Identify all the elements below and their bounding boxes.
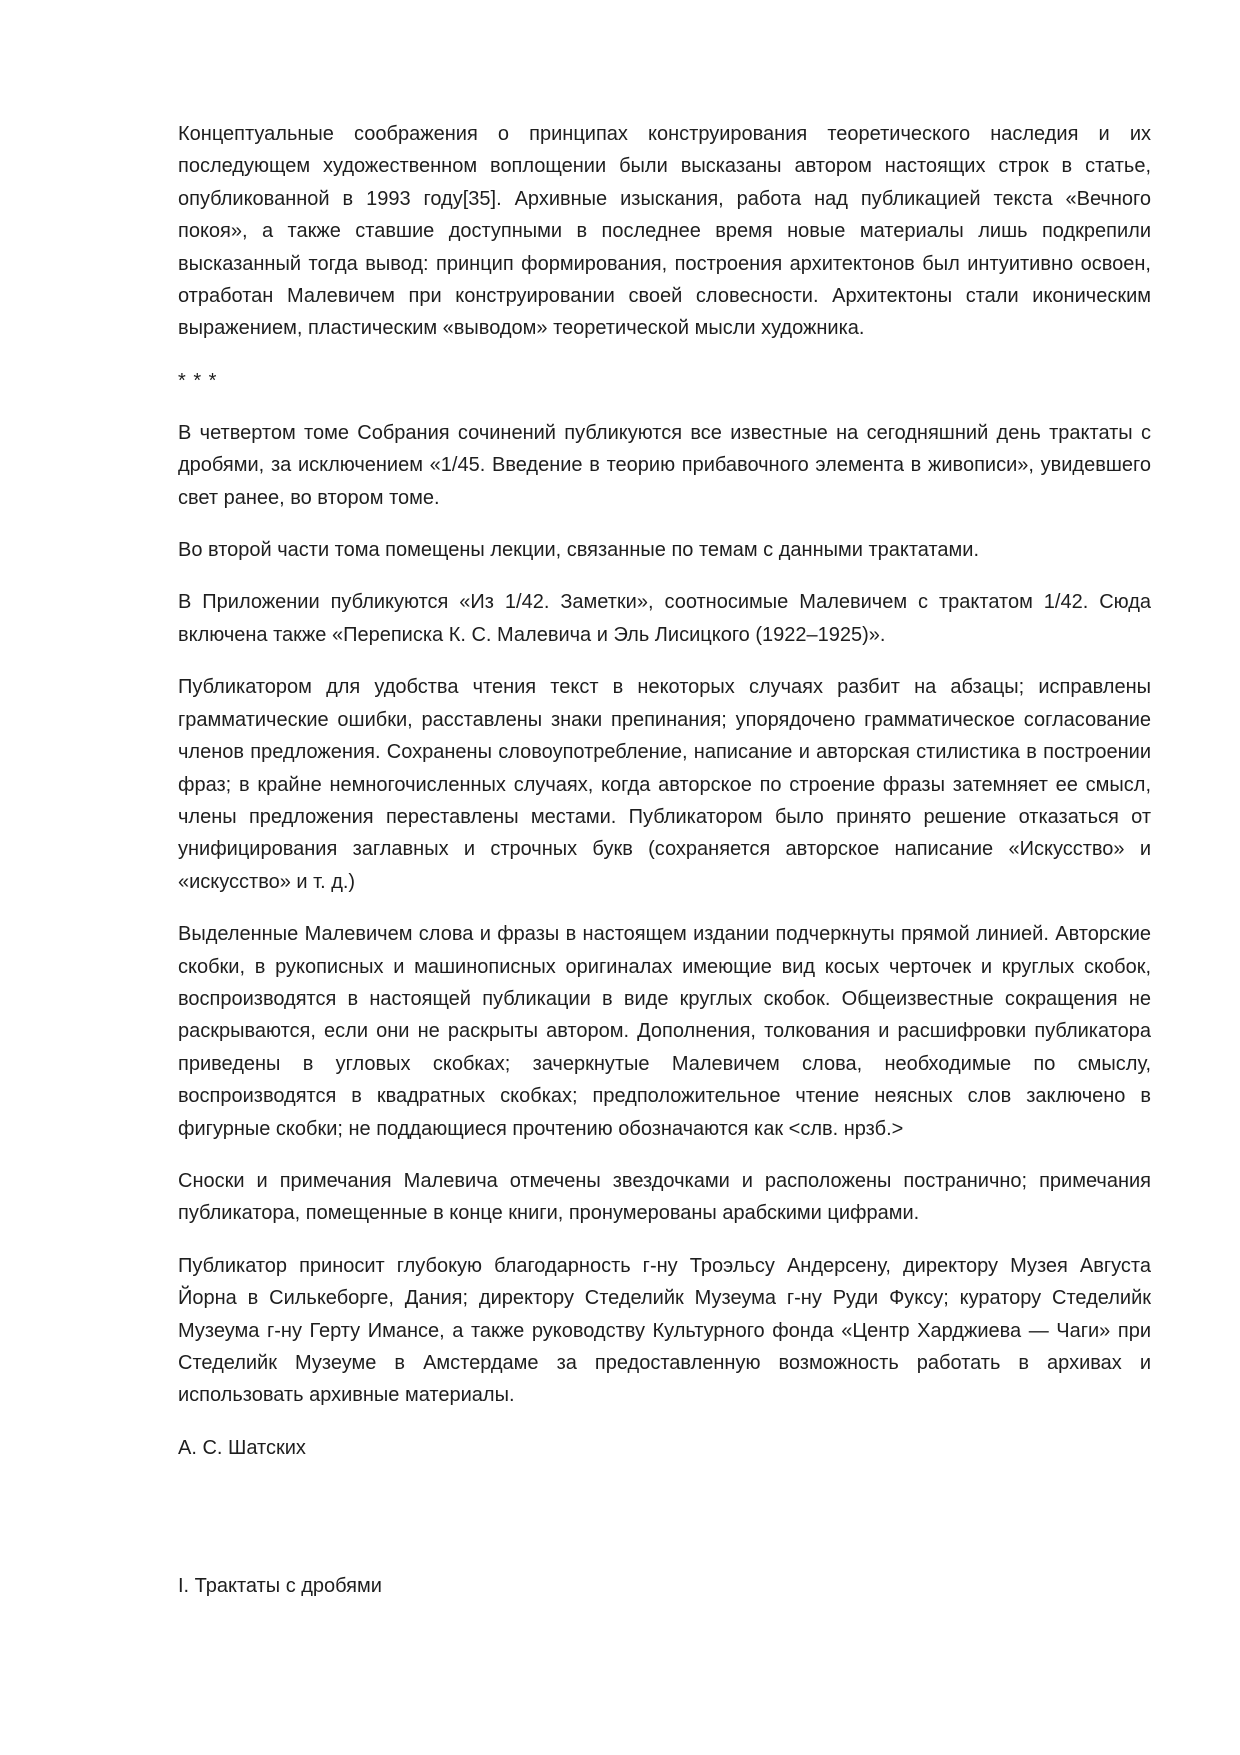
author-signature: А. С. Шатских (178, 1436, 306, 1459)
paragraph-thanks: Публикатор приносит глубокую благодарность г-ну Троэльсу Андерсену, директору Музея Августа Йорна в Силькеборге, Дания; директору Стеделийк Музеума г-ну Руди Фуксу; куратору Стеделийк Музеума г-ну Герту Имансе, а также руководству Культурного фонда «Центр Харджиева — Чаги» при Стеделийк Музеуме в Амстердаме за предоставленную возможность работать в архивах и использовать архивные материалы. (178, 1254, 1151, 1407)
paragraph-editing: Публикатором для удобства чтения текст в некоторых случаях разбит на абзацы; исправлены грамматические ошибки, расставлены знаки препинания; упорядочено грамматическое согласование членов предложения. Сохранены словоупотребление, написание и авторская стилистика в построении фраз; в крайне немногочисленных случаях, когда авторское по строение фразы затемняет ее смысл, члены предложения переставлены местами. Публикатором было принято решение отказаться от унифицирования заглавных и строчных букв (сохраняется авторское написание «Искусство» и «искусство» и т. д.) (178, 676, 1151, 893)
paragraph-conventions: Выделенные Малевичем слова и фразы в настоящем издании подчеркнуты прямой линией. Авторские скобки, в рукописных и машинописных оригиналах имеющие вид косых черточек и круглых скобок, воспроизводятся в настоящей публикации в виде круглых скобок. Общеизвестные сокращения не раскрываются, если они не раскрыты автором. Дополнения, толкования и расшифровки публикатора приведены в угловых скобках; зачеркнутые Малевичем слова, необходимые по смыслу, воспроизводятся в квадратных скобках; предположительное чтение неясных слов заключено в фигурные скобки; не поддающиеся прочтению обозначаются как <слв. нрзб.> (178, 923, 1151, 1140)
section-separator: * * * (178, 369, 218, 392)
paragraph-notes: Сноски и примечания Малевича отмечены звездочками и расположены постранично; примечания публикатора, помещенные в конце книги, пронумерованы арабскими цифрами. (178, 1169, 1151, 1225)
paragraph-volume: В четвертом томе Собрания сочинений публикуются все известные на сегодняшний день трактаты с дробями, за исключением «1/45. Введение в теорию прибавочного элемента в живописи», увидевшего свет ранее, во втором томе. (178, 421, 1151, 509)
paragraph-appendix: В Приложении публикуются «Из 1/42. Заметки», соотносимые Малевичем с трактатом 1/42. Сюда включена также «Переписка К. С. Малевича и Эль Лисицкого (1922–1925)». (178, 591, 1151, 646)
section-heading: I. Трактаты с дробями (178, 1575, 382, 1597)
paragraph-intro: Концептуальные соображения о принципах конструирования теоретического наследия и их последующем художественном воплощении были высказаны автором настоящих строк в статье, опубликованной в 1993 году[35]. Архивные изыскания, работа над публикацией текста «Вечного покоя», а также ставшие доступными в последнее время новые материалы лишь подкрепили высказанный тогда вывод: принцип формирования, построения архитектонов был интуитивно освоен, отработан Малевичем при конструировании своей словесности. Архитектоны стали иконическим выражением, пластическим «выводом» теоретической мысли художника. (178, 123, 1151, 340)
paragraph-lectures: Во второй части тома помещены лекции, связанные по темам с данными трактатами. (178, 539, 980, 562)
document-body (178, 118, 1151, 1464)
